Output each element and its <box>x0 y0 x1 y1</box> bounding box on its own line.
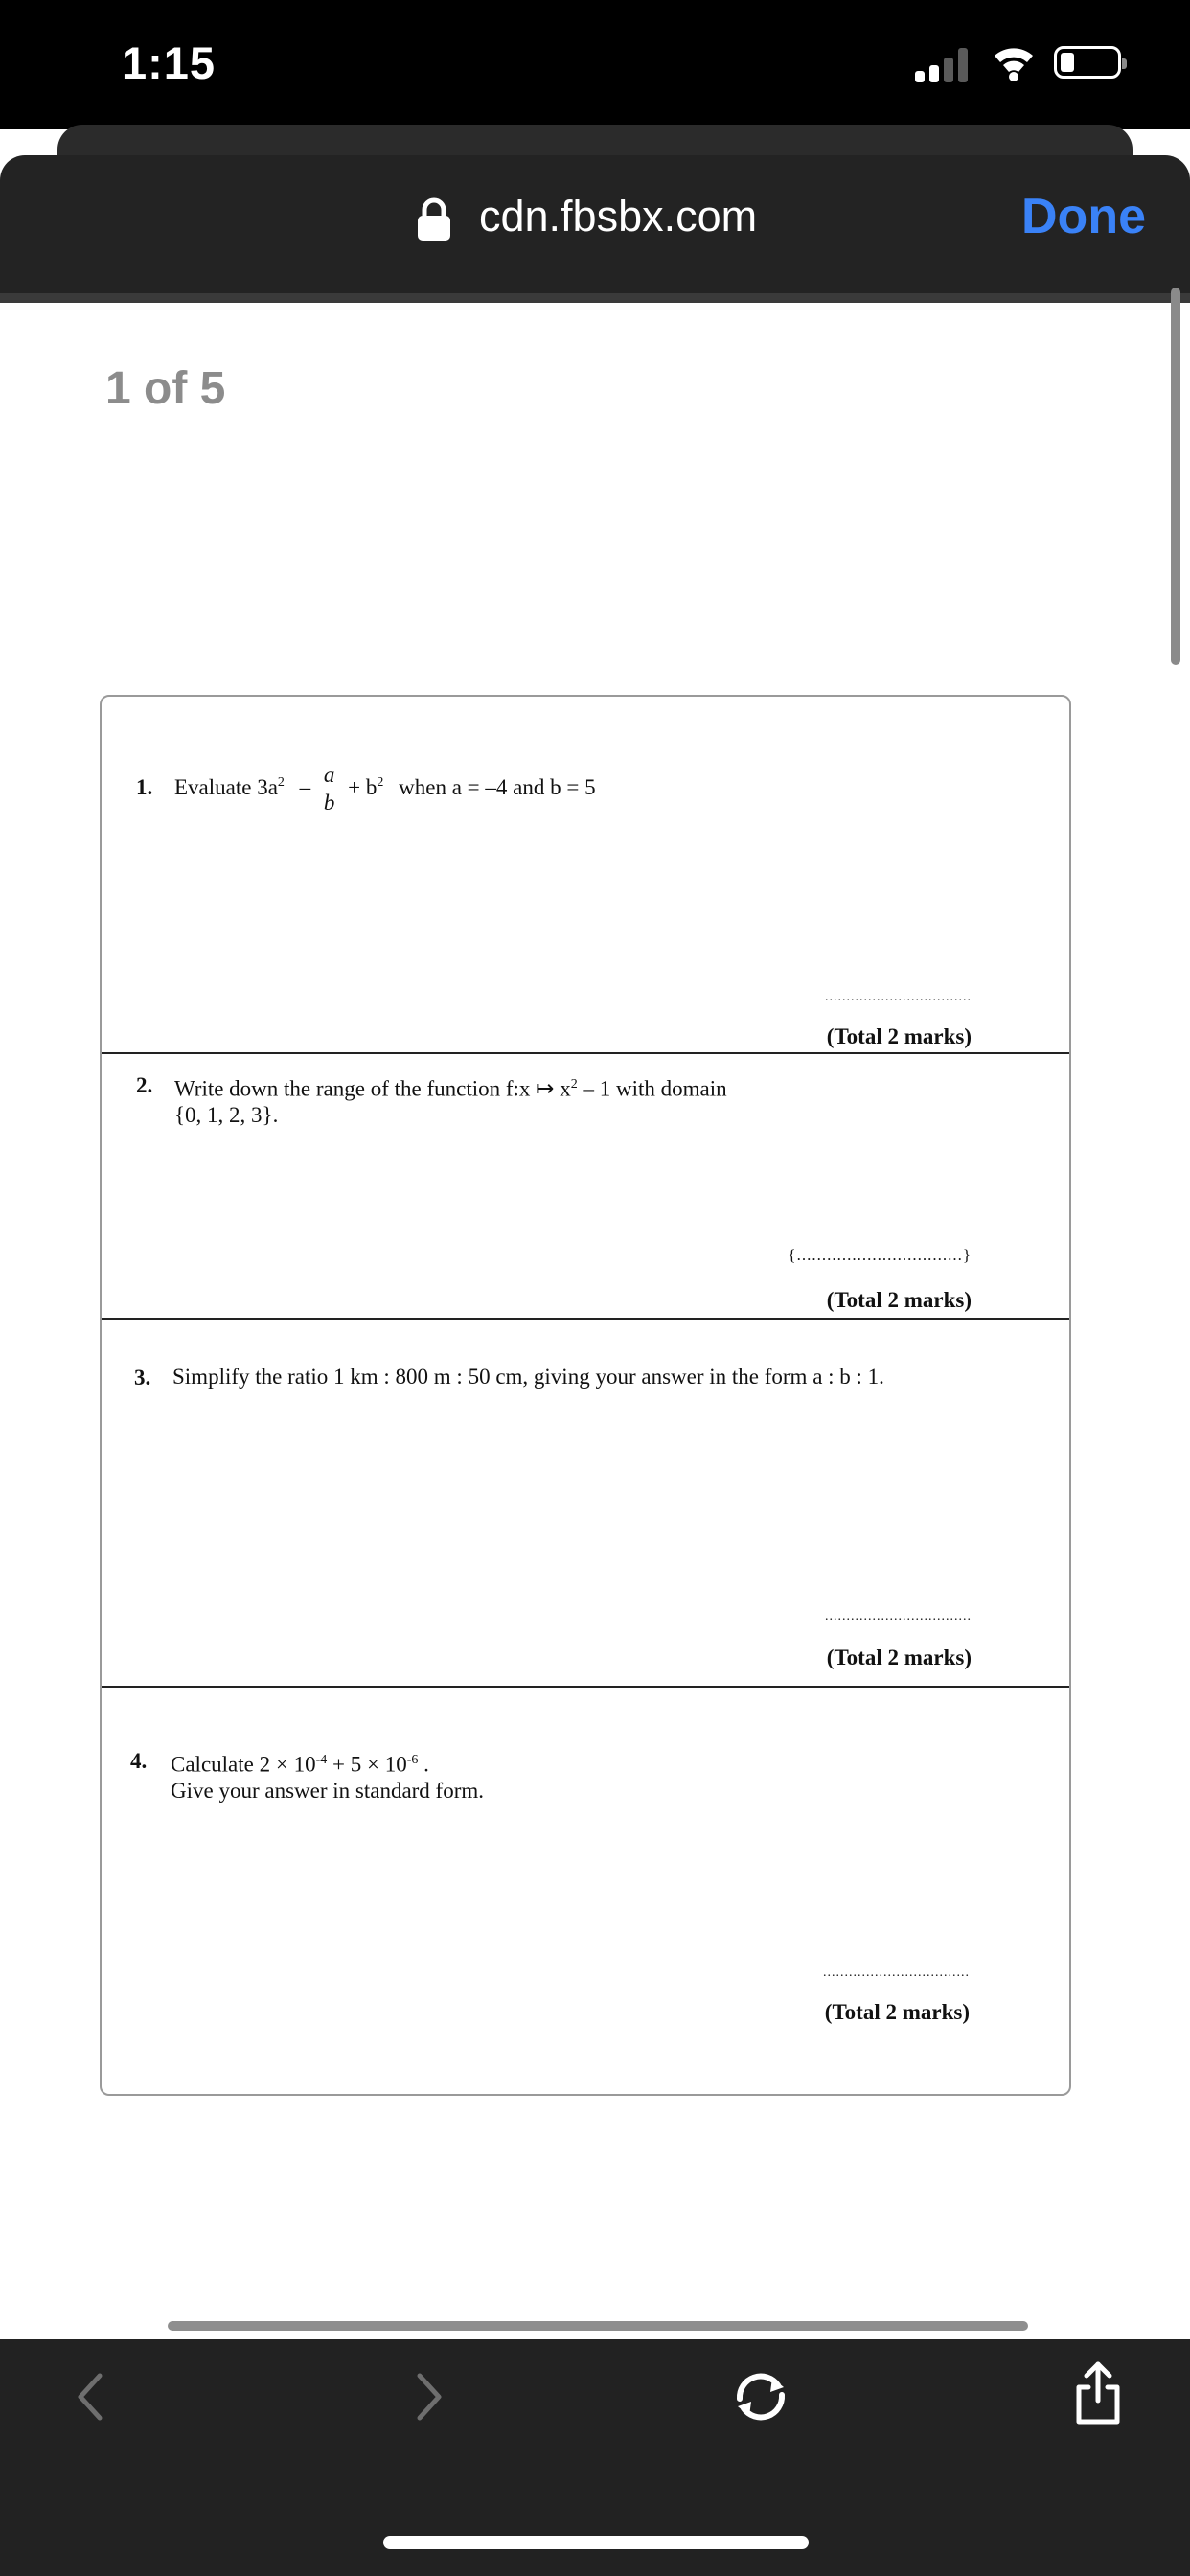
question-4 <box>102 1688 1069 2096</box>
document-page <box>100 695 1071 2096</box>
fraction: a b <box>323 763 335 815</box>
share-icon[interactable] <box>1069 2358 1127 2427</box>
chevron-left-icon[interactable] <box>71 2368 109 2426</box>
url-label[interactable]: cdn.fbsbx.com <box>479 192 758 241</box>
question-number: 2. <box>136 1073 153 1097</box>
question-number: 1. <box>136 775 153 799</box>
question-2 <box>102 1054 1069 1318</box>
question-number: 3. <box>134 1366 151 1390</box>
question-text: Simplify the ratio 1 km : 800 m : 50 cm, giving your answer in the form a : b : 1. <box>172 1365 884 1389</box>
question-1 <box>102 697 1069 1052</box>
question-number: 4. <box>130 1749 148 1773</box>
cellular-signal-icon <box>915 48 969 82</box>
total-marks: (Total 2 marks) <box>826 1645 972 1669</box>
total-marks: (Total 2 marks) <box>824 2000 970 2024</box>
wifi-icon <box>991 42 1037 82</box>
total-marks: (Total 2 marks) <box>826 1288 972 1312</box>
status-bar <box>0 0 1190 129</box>
question-3 <box>102 1320 1069 1686</box>
question-text: Calculate $2 \times 10^{-4} + 5 \times 10^{-6}$ . Give your answer in standard form. <box>171 1752 485 1803</box>
done-button[interactable]: Done <box>1021 189 1146 244</box>
question-text: Write down the range of the function f:x ↦ $x^2 - 1$ with domain {0, 1, 2, 3}. <box>174 1076 727 1127</box>
page-indicator: 1 of 5 <box>105 363 226 414</box>
home-indicator[interactable] <box>383 2536 809 2549</box>
chevron-right-icon[interactable] <box>410 2368 448 2426</box>
answer-line: .................................. <box>823 1966 970 1980</box>
question-text: Evaluate $3a^2$ – a b + $b^2$ when a = –4 and b = 5 <box>174 763 596 815</box>
status-time: 1:15 <box>122 37 217 88</box>
horizontal-scrollbar[interactable] <box>168 2321 1028 2331</box>
answer-line: .................................. <box>825 990 972 1004</box>
answer-line: .................................. <box>825 1609 972 1623</box>
total-marks: (Total 2 marks) <box>826 1024 972 1048</box>
header-divider <box>0 293 1190 303</box>
battery-icon <box>1054 46 1121 79</box>
vertical-scrollbar[interactable] <box>1171 288 1180 665</box>
refresh-icon[interactable] <box>730 2366 791 2427</box>
answer-set-field: {.................................} <box>788 1246 972 1264</box>
lock-icon <box>416 197 452 242</box>
